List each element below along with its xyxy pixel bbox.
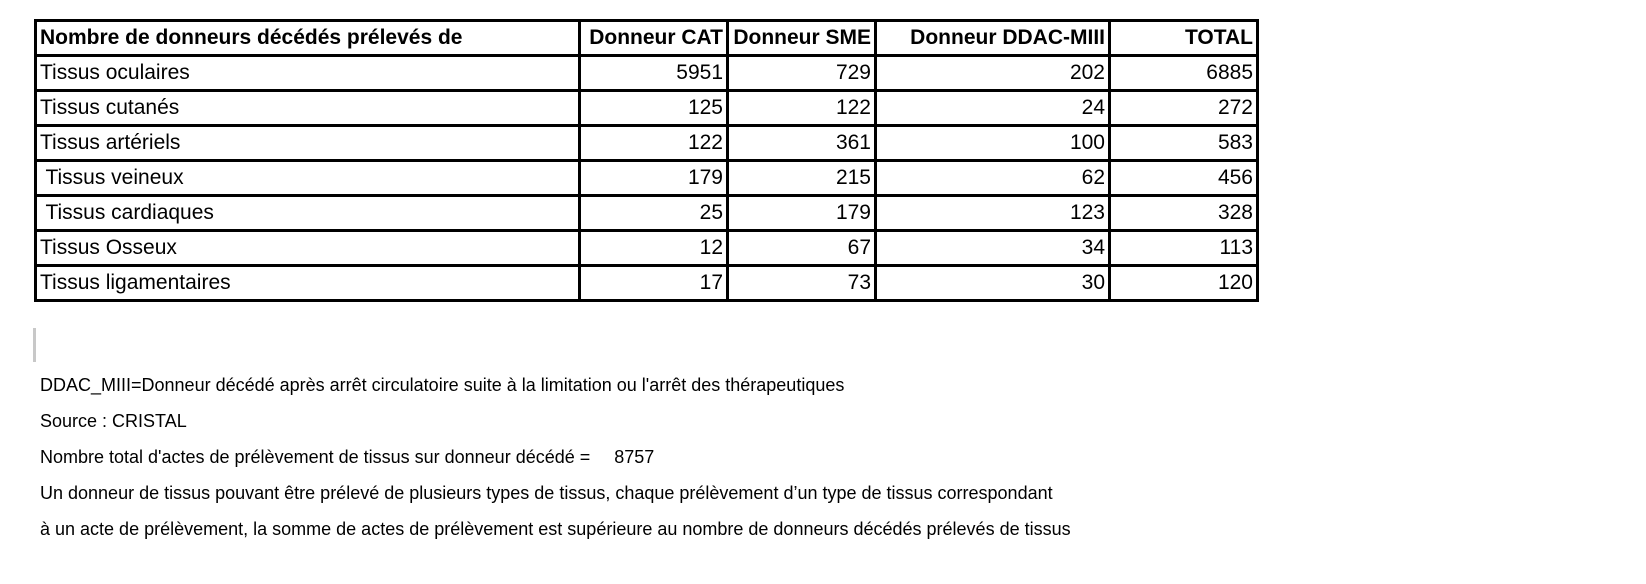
cell-ddac: 24 <box>876 91 1110 126</box>
cell-sme: 179 <box>728 196 876 231</box>
total-acts-value: 8757 <box>614 447 655 467</box>
cell-sme: 67 <box>728 231 876 266</box>
table-row <box>36 56 1258 91</box>
header-donneur-sme: Donneur SME <box>728 21 876 56</box>
table-row <box>36 126 1258 161</box>
cell-total: 120 <box>1110 266 1258 301</box>
explanation-line-1: Un donneur de tissus pouvant être prélevé de plusieurs types de tissus, chaque prélèvement d’un type de tissus correspondant <box>40 483 1053 503</box>
table-header-row <box>36 21 1258 56</box>
table-row <box>36 91 1258 126</box>
row-label: Tissus cardiaques <box>36 196 580 231</box>
table-row <box>36 161 1258 196</box>
header-donneur-ddac: Donneur DDAC-MIII <box>876 21 1110 56</box>
cell-ddac: 123 <box>876 196 1110 231</box>
cell-total: 272 <box>1110 91 1258 126</box>
row-label: Tissus cutanés <box>36 91 580 126</box>
source-note: Source : CRISTAL <box>40 411 187 431</box>
total-acts-note <box>40 439 1071 475</box>
ddac-definition-note: DDAC_MIII=Donneur décédé après arrêt circulatoire suite à la limitation ou l'arrêt des thérapeutiques <box>40 375 845 395</box>
cell-total: 6885 <box>1110 56 1258 91</box>
table-row <box>36 266 1258 301</box>
cell-sme: 73 <box>728 266 876 301</box>
notes-section <box>40 367 1071 547</box>
cell-border-marker <box>33 328 36 362</box>
cell-cat: 5951 <box>580 56 728 91</box>
cell-cat: 125 <box>580 91 728 126</box>
donors-table <box>34 19 1259 302</box>
cell-ddac: 202 <box>876 56 1110 91</box>
cell-sme: 729 <box>728 56 876 91</box>
cell-ddac: 62 <box>876 161 1110 196</box>
header-total: TOTAL <box>1110 21 1258 56</box>
cell-cat: 179 <box>580 161 728 196</box>
cell-cat: 25 <box>580 196 728 231</box>
cell-sme: 361 <box>728 126 876 161</box>
table-row <box>36 231 1258 266</box>
cell-ddac: 30 <box>876 266 1110 301</box>
total-acts-label: Nombre total d'actes de prélèvement de tissus sur donneur décédé = <box>40 447 591 467</box>
header-tissue-type: Nombre de donneurs décédés prélevés de <box>36 21 580 56</box>
cell-cat: 122 <box>580 126 728 161</box>
cell-total: 583 <box>1110 126 1258 161</box>
cell-total: 113 <box>1110 231 1258 266</box>
row-label: Tissus ligamentaires <box>36 266 580 301</box>
cell-sme: 122 <box>728 91 876 126</box>
cell-total: 456 <box>1110 161 1258 196</box>
cell-ddac: 100 <box>876 126 1110 161</box>
explanation-line-2: à un acte de prélèvement, la somme de actes de prélèvement est supérieure au nombre de donneurs décédés prélevés de tissus <box>40 519 1071 539</box>
cell-cat: 12 <box>580 231 728 266</box>
row-label: Tissus Osseux <box>36 231 580 266</box>
header-donneur-cat: Donneur CAT <box>580 21 728 56</box>
cell-ddac: 34 <box>876 231 1110 266</box>
row-label: Tissus artériels <box>36 126 580 161</box>
cell-total: 328 <box>1110 196 1258 231</box>
cell-sme: 215 <box>728 161 876 196</box>
row-label: Tissus oculaires <box>36 56 580 91</box>
row-label: Tissus veineux <box>36 161 580 196</box>
table-row <box>36 196 1258 231</box>
cell-cat: 17 <box>580 266 728 301</box>
